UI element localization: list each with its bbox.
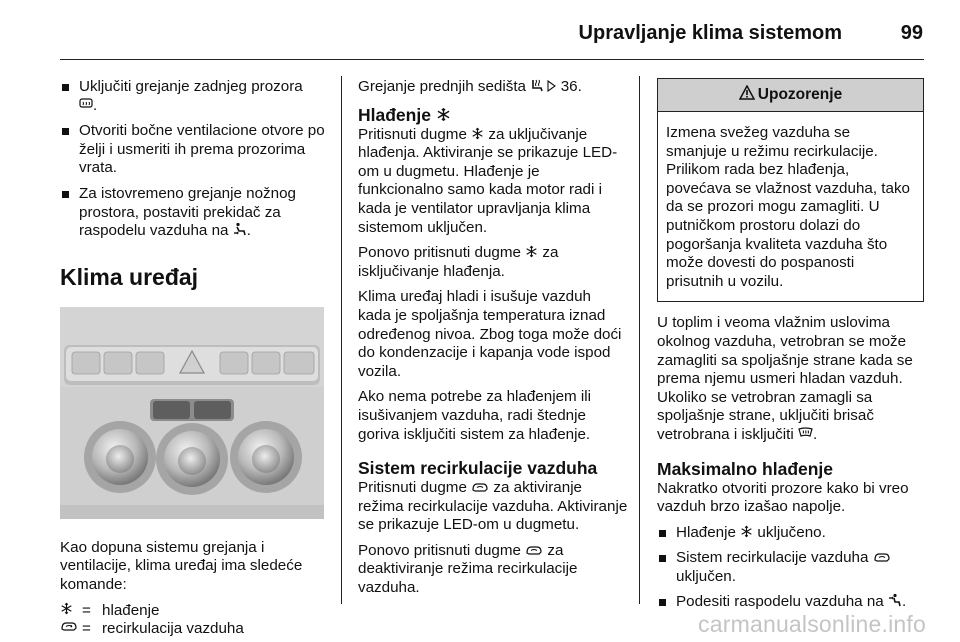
bullet-cooling-on: Hlađenje uključeno. <box>657 524 924 543</box>
bullet-recirculation-on: Sistem recirkulacije vazduha uključen. <box>657 549 924 586</box>
cooling-paragraph-1: Pritisnuti dugme za uključivanje hlađenja. Aktiviranje se prikazuje LED-om u dugmetu. Hlađenje je funkcionalno samo kada motor radi i kada je ventilator upravljanja klima sistemom uključen. <box>358 125 618 236</box>
section-heading-max-cooling: Maksimalno hlađenje <box>657 458 834 479</box>
windscreen-fog-paragraph: U toplim i veoma vlažnim uslovima okolnog vazduha, vetrobran se može zamagliti sa spoljašnje strane kada se prema njemu usmeri hladan vazduh. Ukoliko se vetrobran zamagli sa spoljašnje strane, uključiti brisač vetrobrana i isključiti . <box>657 314 913 443</box>
watermark: carmanualsonline.info <box>698 611 926 637</box>
cooling-paragraph-4: Ako nema potrebe za hlađenjem ili isušivanjem vazduha, radi štednje goriva isključiti sistem za hlađenje. <box>358 388 592 443</box>
column-3 <box>657 78 924 619</box>
recirculation-paragraph-1: Pritisnuti dugme za aktiviranje režima recirkulacije vazduha. Aktiviranje se prikazuje LED-om u dugmetu. <box>358 479 628 534</box>
warning-box <box>657 78 924 302</box>
climate-control-panel-image <box>60 307 324 519</box>
legend-row-cooling: = hlađenje <box>60 602 332 621</box>
cooling-paragraph-3: Klima uređaj hladi i isušuje vazduh kada je spoljašnja temperatura iznad određenog nivoa. Zbog toga može doći do kondenzacije i kapanja vode ispod vozila. <box>358 288 622 380</box>
seat-heating-reference: Grejanje prednjih sedišta 36. <box>358 78 582 95</box>
section-heading-air-conditioning: Klima uređaj <box>60 263 199 290</box>
snowflake-icon <box>525 245 538 260</box>
column-2 <box>358 78 628 605</box>
column-divider-2 <box>639 76 640 604</box>
page-number: 99 <box>900 22 923 44</box>
recirculation-icon <box>471 481 489 495</box>
cooling-paragraph-2: Ponovo pritisnuti dugme za isključivanje hlađenja. <box>358 244 559 280</box>
windscreen-defrost-icon <box>798 427 813 442</box>
section-heading-cooling: Hlađenje <box>358 105 628 126</box>
snowflake-icon <box>436 107 451 124</box>
reference-arrow-icon <box>547 80 556 94</box>
header-divider <box>60 59 924 60</box>
snowflake-icon <box>60 602 82 621</box>
legend-row-recirculation: = recirkulacija vazduha <box>60 620 332 639</box>
section-heading-recirculation: Sistem recirkulacije vazduha <box>358 458 598 479</box>
column-1 <box>60 78 332 639</box>
snowflake-icon <box>740 525 753 540</box>
recirculation-paragraph-2: Ponovo pritisnuti dugme za deaktiviranje režima recirkulacije vazduha. <box>358 541 578 597</box>
snowflake-icon <box>471 127 484 142</box>
column-divider-1 <box>341 76 342 604</box>
air-distribution-face-icon <box>888 593 902 609</box>
rear-window-heating-icon <box>79 98 93 113</box>
warning-header: Upozorenje <box>658 79 923 112</box>
page-header-title: Upravljanje klima sistemom <box>578 22 842 44</box>
bullet-air-distribution: Podesiti raspodelu vazduha na . <box>657 593 924 612</box>
recirculation-icon <box>525 544 543 558</box>
bullet-side-vents: Otvoriti bočne ventilacione otvore po želji i usmeriti ih prema prozorima vrata. <box>60 122 332 178</box>
max-cooling-paragraph: Nakratko otvoriti prozore kako bi vreo vazduh brzo izašao napolje. <box>657 479 909 516</box>
recirculation-icon <box>873 551 891 565</box>
seat-heating-icon <box>530 78 543 94</box>
bullet-rear-window-heating: Uključiti grejanje zadnjeg prozora . <box>60 78 332 115</box>
warning-triangle-icon <box>739 85 755 105</box>
recirculation-icon <box>60 620 82 639</box>
air-distribution-footwell-icon <box>233 222 247 238</box>
warning-text: Izmena svežeg vazduha se smanjuje u režimu recirkulacije. Prilikom rada bez hlađenja, povećava se vlažnost vazduha, tako da se prozori mogu zamagliti. U putničkom prostoru dolazi do pogoršanja kvaliteta vazduha što može dovesti do pospanosti prisutnih u vozilu. <box>666 124 910 290</box>
bullet-footwell-heating: Za istovremeno grejanje nožnog prostora, postaviti prekidač za raspodelu vazduha na . <box>60 185 332 241</box>
intro-paragraph: Kao dopuna sistemu grejanja i ventilacije, klima uređaj ima sledeće komande: <box>60 538 303 593</box>
controls-legend <box>60 602 332 639</box>
